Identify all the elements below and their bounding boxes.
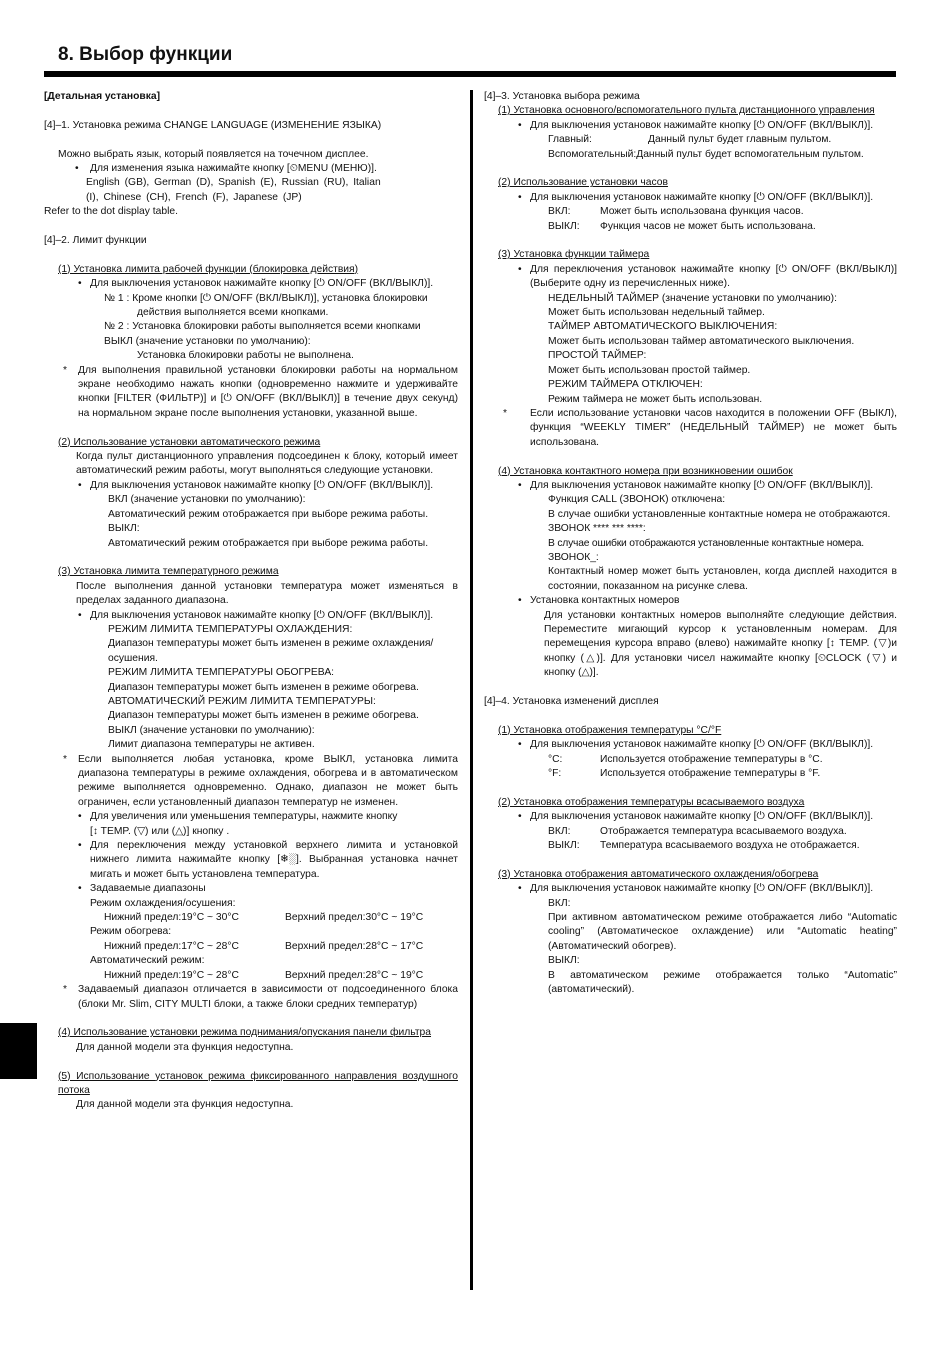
bullet-item: • Задаваемые диапазоны — [44, 882, 458, 896]
title-rule — [44, 71, 896, 77]
text: ВЫКЛ (значение установки по умолчанию): — [108, 724, 315, 736]
subsection-title: (5) Использование установок режима фиксированного направления воздушного потока — [58, 1070, 458, 1096]
subsection-title: (3) Установка функции таймера — [498, 249, 650, 261]
bullet-item: • Для переключения между установкой верхнего лимита и установкой нижнего лимита нажимайте кнопку [❄░]. Выбранная установка начнет мигать и может быть установлена температура. — [44, 839, 458, 882]
text: Установка блокировки работы не выполнена. — [137, 350, 354, 362]
text: № 2 : Установка блокировки работы выполняется всеми кнопками — [104, 321, 421, 333]
text: Автоматический режим отображается при выборе режима работы. — [108, 537, 429, 549]
text: При активном автоматическом режиме отображается либо “Automatic cooling” (Автоматическое охлаждение) или “Automatic heating” (Автоматический обогрев). — [548, 912, 897, 952]
bullet-item: • Установка контактных номеров — [484, 594, 897, 608]
text: АВТОМАТИЧЕСКИЙ РЕЖИМ ЛИМИТА ТЕМПЕРАТУРЫ: — [108, 695, 376, 707]
subsection-title: (1) Установка отображения температуры °C/°F — [498, 724, 722, 736]
section-4-3-title: [4]–3. Установка выбора режима — [484, 91, 640, 102]
text: Refer to the dot display table. — [44, 206, 178, 218]
text: Для данной модели эта функция недоступна. — [76, 1041, 294, 1053]
right-column — [484, 90, 897, 997]
bullet-item: • Для изменения языка нажимайте кнопку [⏲MENU (МЕНЮ)]. — [44, 162, 458, 176]
value-row: ВЫКЛ: Функция часов не может быть использована. — [548, 220, 816, 232]
text: Диапазон температуры может быть изменен в режиме обогрева. — [108, 681, 419, 693]
range-row: Нижний предел:19°C ~ 28°C Верхний предел:28°C ~ 19°C — [104, 969, 424, 981]
text: Может быть использован таймер автоматического выключения. — [548, 335, 855, 347]
text: Режим таймера не может быть использован. — [548, 393, 763, 405]
footnote: * Задаваемый диапазон отличается в зависимости от подсоединенного блока (блоки Mr. Slim, CITY MULTI блоки, а также блоки средних температур) — [44, 983, 458, 1012]
text: ЗВОНОК_: — [548, 551, 599, 563]
text: Автоматический режим: — [90, 955, 205, 967]
section-4-1-title: [4]–1. Установка режима CHANGE LANGUAGE (ИЗМЕНЕНИЕ ЯЗЫКА) — [44, 119, 382, 131]
page-title: 8. Выбор функции — [58, 44, 233, 65]
value-row: Вспомогательный: Данный пульт будет вспомогательным пультом. — [548, 148, 864, 160]
footnote: * Если выполняется любая установка, кроме ВЫКЛ, установка лимита диапазона температуры в режиме охлаждения, обогрева и в автоматическом режиме выполняется одновременно. Однако, диапазон не может быть ограничен, если установленный диапазон температур не изменен. — [44, 753, 458, 811]
text: ЗВОНОК **** *** ****: — [548, 523, 646, 535]
bullet-item: • Для выключения установок нажимайте кнопку [⏻ ON/OFF (ВКЛ/ВЫКЛ)]. — [44, 479, 458, 493]
text: В автоматическом режиме отображается только “Automatic” (автоматический). — [548, 969, 897, 996]
column-divider — [470, 90, 473, 1290]
bullet-item: • Для переключения установок нажимайте кнопку [⏻ ON/OFF (ВКЛ/ВЫКЛ)] (Выберите одну из перечисленных ниже). — [484, 263, 897, 292]
left-column — [44, 90, 458, 1113]
section-tab-marker — [0, 1023, 37, 1079]
text: Диапазон температуры может быть изменен в режиме обогрева. — [108, 710, 419, 722]
bullet-item: • Для увеличения или уменьшения температуры, нажмите кнопку — [44, 810, 458, 824]
text: РЕЖИМ ЛИМИТА ТЕМПЕРАТУРЫ ОБОГРЕВА: — [108, 667, 335, 679]
language-list: English (GB), German (D), Spanish (E), Russian (RU), Italian — [86, 177, 381, 189]
text: Лимит диапазона температуры не активен. — [108, 739, 315, 751]
value-row: ВЫКЛ: Температура всасываемого воздуха не отображается. — [548, 840, 860, 852]
subsection-title: (2) Использование установки автоматического режима — [58, 436, 321, 448]
section-4-2-title: [4]–2. Лимит функции — [44, 235, 147, 247]
bullet-item: • Для выключения установок нажимайте кнопку [⏻ ON/OFF (ВКЛ/ВЫКЛ)]. — [44, 277, 458, 291]
value-row: ВКЛ: Отображается температура всасываемого воздуха. — [548, 825, 847, 837]
text: Контактный номер может быть установлен, когда дисплей находится в состоянии, показанном на рисунке слева. — [548, 566, 897, 592]
subsection-title: (3) Установка отображения автоматического охлаждения/обогрева — [498, 868, 819, 880]
subsection-title: (2) Установка отображения температуры всасываемого воздуха — [498, 796, 805, 808]
text: Для данной модели эта функция недоступна. — [76, 1099, 294, 1111]
text: ВЫКЛ: — [548, 955, 580, 967]
bullet-item: • Для выключения установок нажимайте кнопку [⏻ ON/OFF (ВКЛ/ВЫКЛ)]. — [484, 810, 897, 824]
text: Может быть использован простой таймер. — [548, 364, 751, 376]
text: Режим обогрева: — [90, 926, 172, 938]
subsection-title: (2) Использование установки часов — [498, 177, 668, 189]
subsection-title: (4) Использование установки режима поднимания/опускания панели фильтра — [58, 1027, 432, 1039]
text: Для установки контактных номеров выполняйте следующие действия. Переместите мигающий курсор к установленным номерам. Для перемещения курсора вправо (влево) нажимайте кнопку [↕ TEMP. (▽)и кнопку (△)]. Для установки чисел нажимайте кнопку [⏲CLOCK (▽) и кнопку (△)]. — [544, 609, 897, 679]
range-row: Нижний предел:17°C ~ 28°C Верхний предел:28°C ~ 17°C — [104, 940, 424, 952]
value-row: Главный: Данный пульт будет главным пультом. — [548, 134, 832, 146]
text: действия выполняется всеми кнопками. — [137, 307, 329, 319]
text: [↕ TEMP. (▽) или (△)] кнопку . — [90, 825, 230, 837]
text: РЕЖИМ ЛИМИТА ТЕМПЕРАТУРЫ ОХЛАЖДЕНИЯ: — [108, 623, 353, 635]
text: ВЫКЛ: — [108, 523, 140, 535]
text: ПРОСТОЙ ТАЙМЕР: — [548, 350, 647, 362]
text: ВКЛ: — [548, 897, 571, 909]
text: Можно выбрать язык, который появляется на точечном дисплее. — [58, 148, 369, 160]
bullet-item: • Для выключения установок нажимайте кнопку [⏻ ON/OFF (ВКЛ/ВЫКЛ)]. — [484, 191, 897, 205]
bullet-item: • Для выключения установок нажимайте кнопку [⏻ ON/OFF (ВКЛ/ВЫКЛ)]. — [484, 479, 897, 493]
section-heading: [Детальная установка] — [44, 91, 161, 102]
bullet-item: • Для выключения установок нажимайте кнопку [⏻ ON/OFF (ВКЛ/ВЫКЛ)]. — [484, 119, 897, 133]
language-list: (I), Chinese (CH), French (F), Japanese (JP) — [86, 191, 302, 203]
subsection-title: (3) Установка лимита температурного режима — [58, 566, 279, 578]
bullet-item: • Для выключения установок нажимайте кнопку [⏻ ON/OFF (ВКЛ/ВЫКЛ)]. — [484, 882, 897, 896]
text: ТАЙМЕР АВТОМАТИЧЕСКОГО ВЫКЛЮЧЕНИЯ: — [548, 321, 778, 333]
text: РЕЖИМ ТАЙМЕРА ОТКЛЮЧЕН: — [548, 379, 703, 391]
bullet-item: • Для выключения установок нажимайте кнопку [⏻ ON/OFF (ВКЛ/ВЫКЛ)]. — [44, 609, 458, 623]
text: Автоматический режим отображается при выборе режима работы. — [108, 508, 429, 520]
text: № 1 : Кроме кнопки [⏻ ON/OFF (ВКЛ/ВЫКЛ)], установка блокировки — [104, 292, 428, 304]
text: В случае ошибки отображаются установленные контактные номера. — [548, 537, 864, 549]
text: Функция CALL (ЗВОНОК) отключена: — [548, 494, 726, 506]
range-row: Нижний предел:19°C ~ 30°C Верхний предел:30°C ~ 19°C — [104, 912, 424, 924]
subsection-title: (4) Установка контактного номера при возникновении ошибок — [498, 465, 793, 477]
text: Когда пульт дистанционного управления подсоединен к блоку, который имеет автоматический режим работы, могут выполняться следующие установки. — [76, 451, 458, 477]
text: В случае ошибки установленные контактные номера не отображаются. — [548, 508, 891, 520]
text: Может быть использован недельный таймер. — [548, 307, 765, 319]
value-row: ВКЛ: Может быть использована функция часов. — [548, 206, 804, 218]
text: После выполнения данной установки температура может изменяться в пределах заданного диапазона. — [76, 580, 458, 607]
value-row: °C: Используется отображение температуры в °C. — [548, 753, 823, 765]
text: ВЫКЛ (значение установки по умолчанию): — [104, 335, 311, 347]
text: Режим охлаждения/осушения: — [90, 897, 236, 909]
text: Диапазон температуры может быть изменен в режиме охлаждения/осушения. — [108, 638, 434, 664]
subsection-title: (1) Установка лимита рабочей функции (блокировка действия) — [58, 263, 359, 275]
subsection-title: (1) Установка основного/вспомогательного пульта дистанционного управления — [498, 105, 875, 117]
text: ВКЛ (значение установки по умолчанию): — [108, 494, 306, 506]
text: НЕДЕЛЬНЫЙ ТАЙМЕР (значение установки по умолчанию): — [548, 292, 837, 304]
bullet-item: • Для выключения установок нажимайте кнопку [⏻ ON/OFF (ВКЛ/ВЫКЛ)]. — [484, 738, 897, 752]
section-4-4-title: [4]–4. Установка изменений дисплея — [484, 696, 659, 707]
footnote: * Если использование установки часов находится в положении OFF (ВЫКЛ), функция “WEEKLY TIMER” (НЕДЕЛЬНЫЙ ТАЙМЕР) не может быть использована. — [484, 407, 897, 450]
value-row: °F: Используется отображение температуры в °F. — [548, 768, 821, 780]
footnote: * Для выполнения правильной установки блокировки работы на нормальном экране необходимо нажать кнопки (одновременно нажмите и удерживайте кнопки [FILTER (ФИЛЬТР)] и [⏻ ON/OFF (ВКЛ/ВЫКЛ)] в течение двух секунд) на нормальном экране после выполнения установки, указанной выше. — [44, 364, 458, 422]
